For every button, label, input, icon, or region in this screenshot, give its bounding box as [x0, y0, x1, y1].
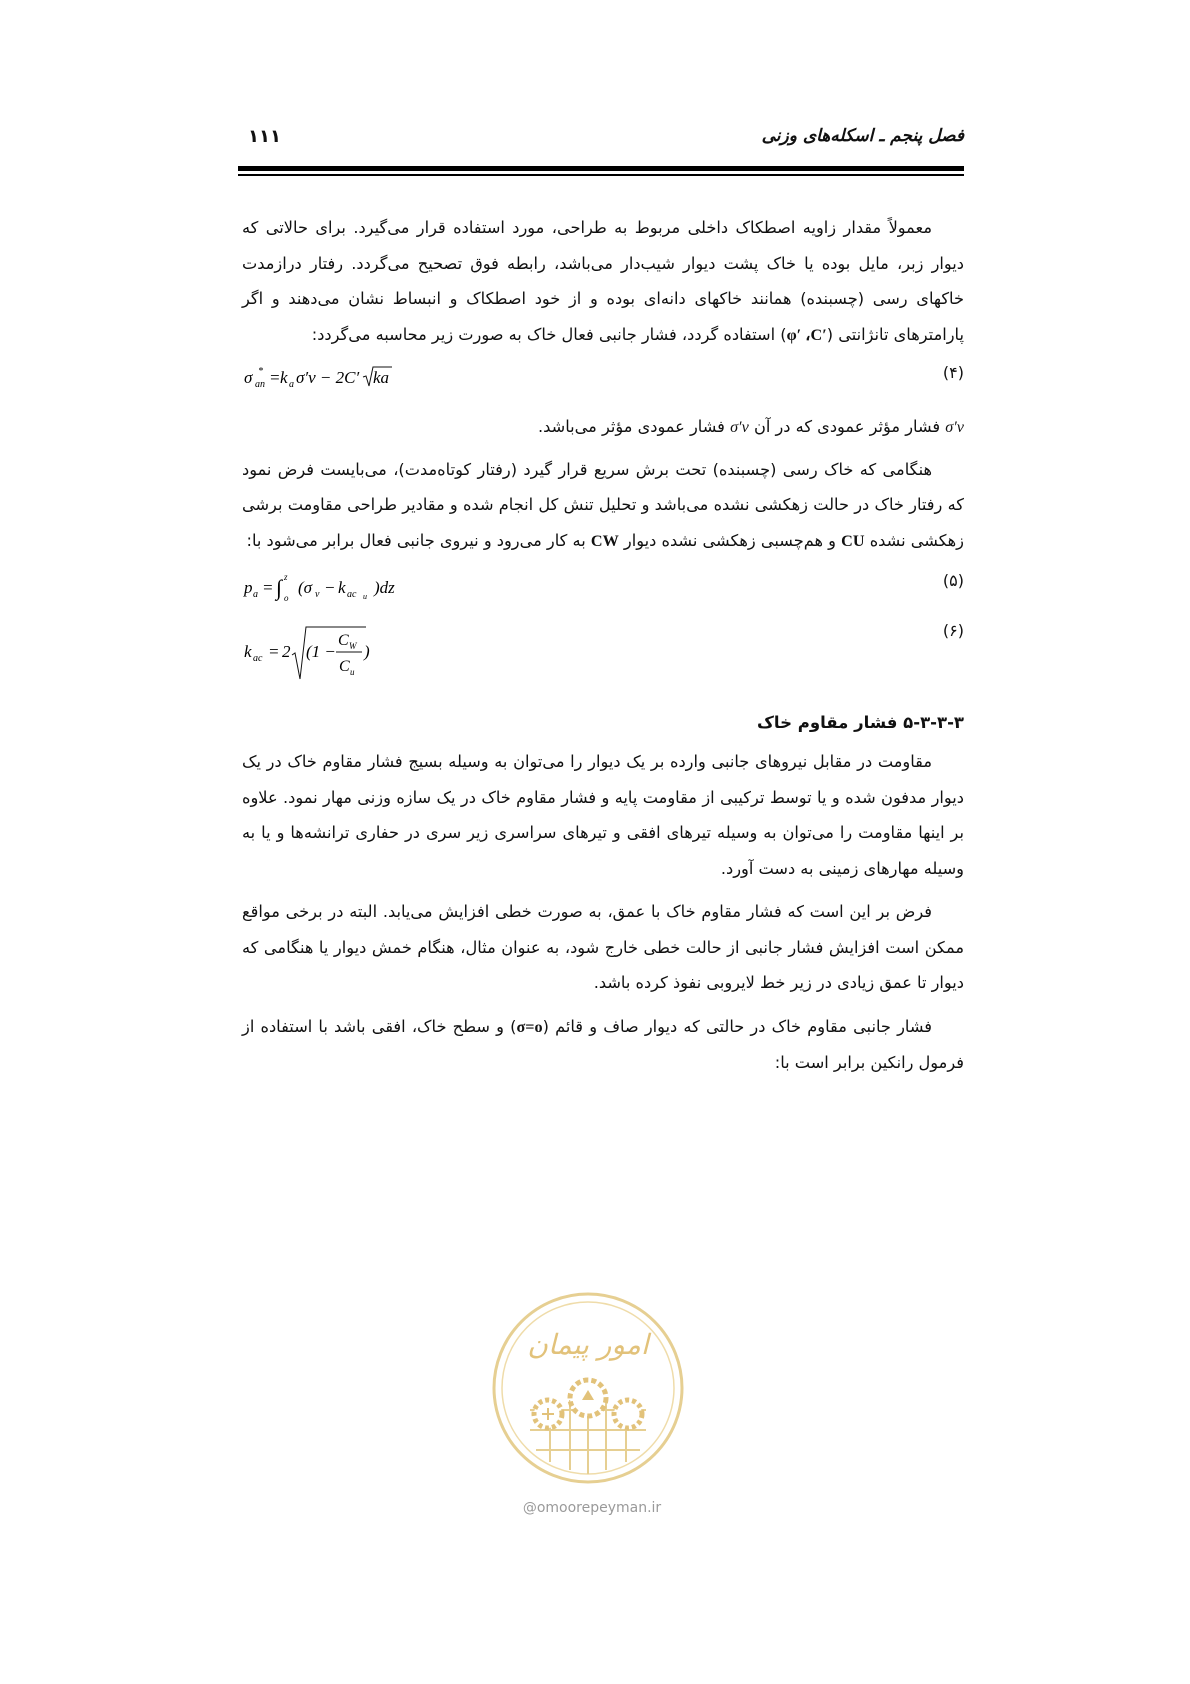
svg-text:C: C	[339, 658, 350, 675]
seal-logo-icon	[490, 1290, 686, 1486]
svg-text:ac: ac	[253, 653, 263, 664]
paragraph-linear-increase: فرض بر این است که فشار مقاوم خاک با عمق، به صورت خطی افزایش می‌یابد. البته در برخی مواقع ممکن است افزایش فشار جانبی از حالت خطی خارج شود، به عنوان مثال، هنگام خمش دیوار یا هنگامی که دیوار تا عمق زیادی در زیر خط لایروبی نفوذ کرده باشد.	[242, 902, 964, 992]
equation-4-render	[242, 363, 442, 393]
paragraph-friction-angle: معمولاً مقدار زاویه اصطکاک داخلی مربوط به طراحی، مورد استفاده قرار می‌گیرد. برای حالاتی که دیوار زبر، مایل بوده یا خاک پشت دیوار شیب‌دار می‌باشد، رابطه فوق تصحیح می‌گردد. رفتار درازمدت خاکهای رسی (چسبنده) همانند خاکهای دانه‌ای بوده و از خود اصطکاک و انبساط نشان می‌دهند و اگر پارامترهای تانژانتی (φ′ ،C′) استفاده گردد، فشار جانبی فعال خاک به صورت زیر محاسبه می‌گردد:	[242, 218, 964, 344]
svg-text:an: an	[255, 379, 265, 390]
paragraph-effective-stress: σ′v فشار مؤثر عمودی که در آن σ′v فشار عمودی مؤثر می‌باشد.	[538, 417, 964, 436]
svg-text:σ′v − 2C′: σ′v − 2C′	[296, 368, 360, 387]
svg-text:u: u	[350, 667, 355, 677]
svg-text:ka: ka	[373, 368, 390, 387]
svg-text:u: u	[363, 592, 367, 601]
svg-text:p: p	[244, 578, 253, 597]
svg-text:v: v	[315, 589, 320, 600]
equation-5-render	[242, 571, 442, 605]
equation-5-number: (۵)	[942, 571, 964, 590]
svg-text:−: −	[324, 578, 336, 597]
svg-text:W: W	[349, 641, 357, 651]
svg-text:ac: ac	[347, 589, 357, 600]
equation-6-formula	[242, 621, 442, 690]
svg-text:): )	[364, 642, 370, 661]
svg-text:o: o	[284, 593, 289, 603]
svg-text:k: k	[338, 578, 346, 597]
svg-text:(1 −: (1 −	[306, 642, 336, 661]
page-number: ۱۱۱	[248, 126, 281, 147]
equation-4	[242, 359, 964, 399]
svg-text:z: z	[284, 572, 288, 582]
svg-text:k: k	[280, 368, 288, 387]
equation-4-formula	[242, 363, 442, 398]
svg-text:2: 2	[282, 642, 291, 661]
svg-text:a: a	[253, 589, 258, 600]
equation-6-number: (۶)	[942, 621, 964, 640]
watermark-seal	[490, 1290, 686, 1486]
svg-text:σ: σ	[244, 368, 253, 387]
chapter-title: فصل پنجم ـ اسکله‌های وزنی	[761, 126, 964, 146]
svg-text:a: a	[289, 379, 294, 390]
tangent-parameters: φ′ ،C′	[786, 325, 827, 344]
svg-text:)dz: )dz	[374, 578, 395, 597]
equation-5	[242, 567, 964, 607]
section-heading: ۵-۳-۳-۳ فشار مقاوم خاک	[757, 713, 964, 732]
header-rule-thick	[238, 166, 964, 171]
page-header	[238, 126, 964, 156]
svg-text:=: =	[268, 642, 280, 661]
svg-text:=: =	[269, 368, 281, 387]
header-rule-thin	[238, 174, 964, 176]
paragraph-rankine: فشار جانبی مقاوم خاک در حالتی که دیوار صاف و قائم (σ=o) و سطح خاک، افقی باشد با استفاده از فرمول رانکین برابر است با:	[242, 1016, 964, 1072]
equation-4-number: (۴)	[942, 363, 964, 382]
svg-text:k: k	[244, 642, 252, 661]
svg-text:C: C	[338, 632, 349, 649]
svg-text:=: =	[262, 578, 274, 597]
paragraph-passive-resistance: مقاومت در مقابل نیروهای جانبی وارده بر یک دیوار را می‌توان به وسیله بسیج فشار مقاوم خاک در یک دیوار مدفون شده و یا توسط ترکیبی از مقاومت پایه و فشار مقاوم خاک در یک سازه وزنی مهار نمود. علاوه بر اینها مقاومت را می‌توان به وسیله تیرهای افقی و تیرهای سراسری زیر سری در حفاری ترانشه‌ها و یا به وسیله مهارهای زمینی به دست آورد.	[242, 752, 964, 878]
watermark-url: @omoorepeyman.ir	[522, 1500, 662, 1516]
seal-text: امور پیمان	[527, 1328, 649, 1361]
equation-5-formula	[242, 571, 442, 610]
svg-text:*: *	[258, 366, 263, 377]
svg-text:(σ: (σ	[298, 578, 313, 597]
svg-text:∫: ∫	[276, 575, 283, 600]
equation-6-render	[242, 621, 442, 685]
paragraph-undrained: هنگامی که خاک رسی (چسبنده) تحت برش سریع قرار گیرد (رفتار کوتاه‌مدت)، می‌بایست فرض نمود که رفتار خاک در حالت زهکشی نشده می‌باشد و تحلیل تنش کل انجام شده و مقادیر طراحی مقاومت برشی زهکشی نشده CU و هم‌چسبی زهکشی نشده دیوار CW به کار می‌رود و نیروی جانبی فعال برابر می‌شود با:	[242, 459, 964, 550]
equation-6	[242, 617, 964, 687]
page-body	[242, 210, 964, 1089]
